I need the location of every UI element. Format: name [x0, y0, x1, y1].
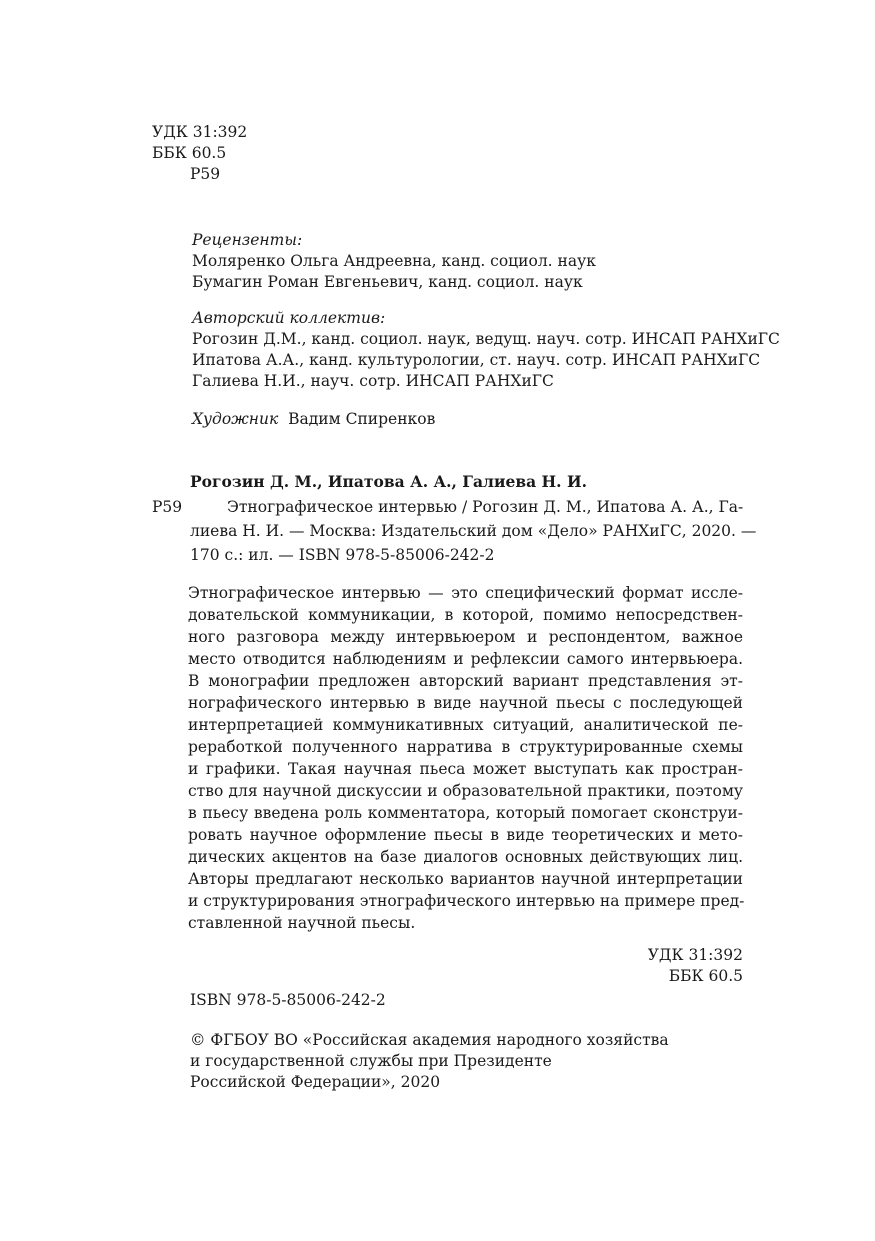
- authors-label: Авторский коллектив:: [192, 309, 386, 327]
- abstract-line: довательской коммуникации, в которой, помимо непосредствен-: [188, 606, 743, 624]
- author-mark: Р59: [190, 165, 221, 183]
- reviewers-label: Рецензенты:: [192, 231, 303, 249]
- artist-name: Вадим Спиренков: [288, 410, 436, 428]
- copyright-line: Российской Федерации», 2020: [190, 1073, 441, 1091]
- bbk-code: ББК 60.5: [152, 144, 227, 162]
- bibliographic-line: лиева Н. И. — Москва: Издательский дом «Дело» РАНХиГС, 2020. —: [190, 522, 757, 540]
- artist-credit: [192, 409, 435, 430]
- abstract-line: ровать научное оформление пьесы в виде теоретических и мето-: [188, 826, 743, 844]
- copyright-line: и государственной службы при Президенте: [190, 1052, 552, 1070]
- bibliographic-mark: Р59: [152, 498, 183, 516]
- copyright-line: © ФГБОУ ВО «Российская академия народного хозяйства: [190, 1031, 669, 1049]
- abstract-line: реработкой полученного нарратива в структурированные схемы: [188, 738, 743, 756]
- abstract-line: место отводится наблюдениям и рефлексии самого интервьюера.: [188, 650, 743, 668]
- abstract-line: и графики. Такая научная пьеса может выступать как простран-: [188, 760, 743, 778]
- abstract-line: интерпретацией коммуникативных ситуаций, аналитической пе-: [188, 716, 743, 734]
- footer-bbk: ББК 60.5: [668, 967, 743, 985]
- bibliographic-line: 170 с.: ил. — ISBN 978-5-85006-242-2: [190, 546, 495, 564]
- udk-code: УДК 31:392: [152, 123, 248, 141]
- abstract-line: Этнографическое интервью — это специфический формат иссле-: [188, 584, 743, 602]
- artist-label: Художник: [192, 410, 279, 428]
- abstract-line: дических акцентов на базе диалогов основных действующих лиц.: [188, 848, 743, 866]
- abstract: [188, 582, 743, 934]
- reviewer-line: Моляренко Ольга Андреевна, канд. социол. наук: [192, 252, 596, 270]
- isbn: ISBN 978-5-85006-242-2: [190, 991, 386, 1009]
- abstract-line: ставленной научной пьесы.: [188, 914, 416, 932]
- author-line: Ипатова А.А., канд. культурологии, ст. науч. сотр. ИНСАП РАНХиГС: [192, 351, 761, 369]
- abstract-line: Авторы предлагают несколько вариантов научной интерпретации: [188, 870, 743, 888]
- abstract-line: и структурирования этнографического интервью на примере пред-: [188, 892, 745, 910]
- bibliographic-line: Этнографическое интервью / Рогозин Д. М., Ипатова А. А., Га-: [227, 498, 744, 516]
- footer-udk: УДК 31:392: [647, 946, 743, 964]
- abstract-line: ного разговора между интервьюером и респондентом, важное: [188, 628, 743, 646]
- author-line: Галиева Н.И., науч. сотр. ИНСАП РАНХиГС: [192, 372, 554, 390]
- reviewer-line: Бумагин Роман Евгеньевич, канд. социол. наук: [192, 273, 583, 291]
- bibliographic-authors: Рогозин Д. М., Ипатова А. А., Галиева Н. И.: [190, 472, 588, 491]
- author-line: Рогозин Д.М., канд. социол. наук, ведущ. науч. сотр. ИНСАП РАНХиГС: [192, 330, 780, 348]
- abstract-line: ство для научной дискуссии и образовательной практики, поэтому: [188, 782, 743, 800]
- abstract-line: в пьесу введена роль комментатора, который помогает сконструи-: [188, 804, 743, 822]
- abstract-line: В монографии предложен авторский вариант представления эт-: [188, 672, 743, 690]
- abstract-line: нографического интервью в виде научной пьесы с последующей: [188, 694, 743, 712]
